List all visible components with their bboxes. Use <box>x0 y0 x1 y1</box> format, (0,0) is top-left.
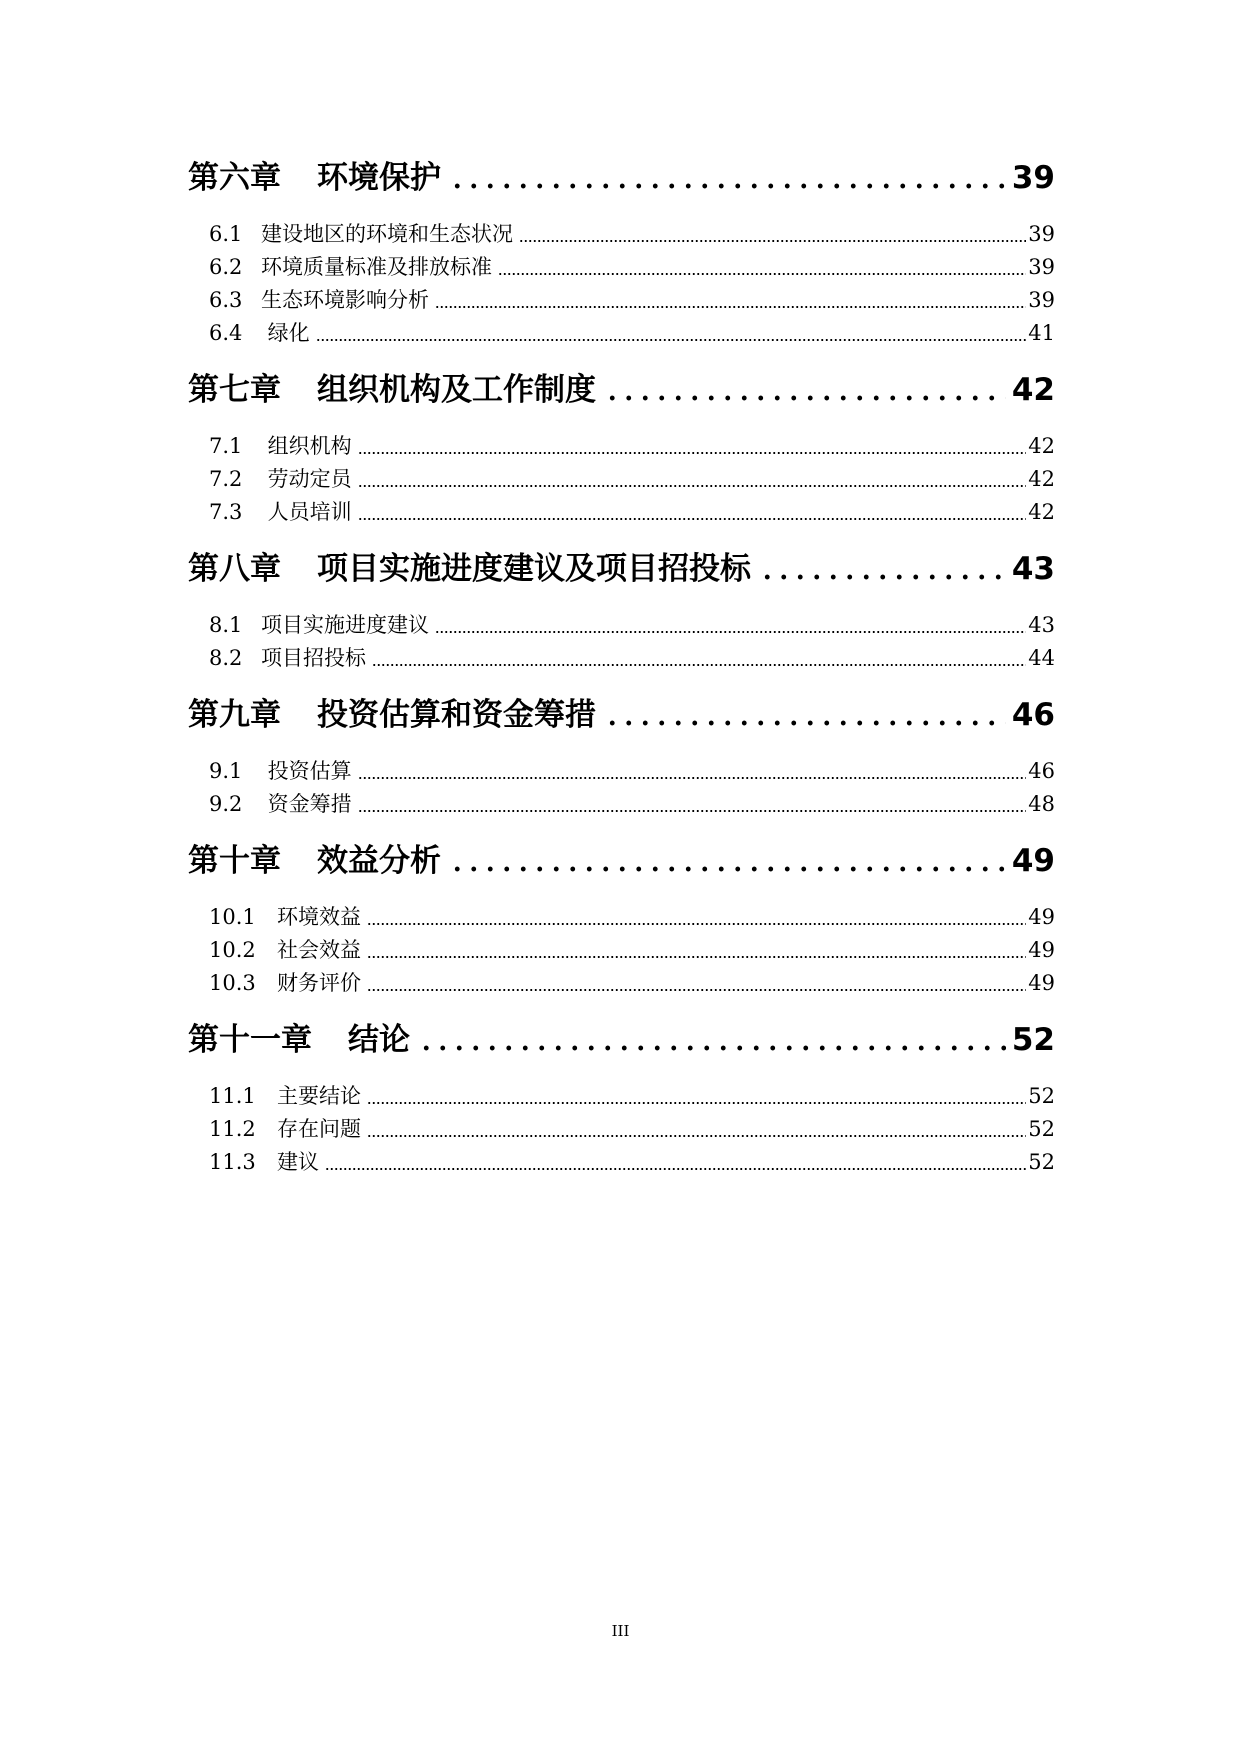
section-entry[interactable] <box>188 967 1055 1000</box>
section-number: 11.1 <box>209 1084 256 1108</box>
chapter-number: 第七章 <box>188 372 281 408</box>
section-list <box>188 218 1055 350</box>
section-page-number: 49 <box>1028 938 1055 962</box>
chapter-entry[interactable] <box>188 841 1055 881</box>
dot-leader <box>316 338 1027 342</box>
chapter-group <box>188 695 1055 821</box>
section-list <box>188 755 1055 821</box>
dot-leader <box>367 988 1026 992</box>
dot-leader <box>372 663 1026 667</box>
section-list <box>188 430 1055 529</box>
section-title: 主要结论 <box>277 1084 361 1108</box>
section-page-number: 39 <box>1028 255 1055 279</box>
section-title: 劳动定员 <box>261 467 352 491</box>
dot-leader <box>358 776 1027 780</box>
section-entry[interactable] <box>188 463 1055 496</box>
section-page-number: 43 <box>1028 613 1055 637</box>
chapter-entry[interactable] <box>188 1020 1055 1060</box>
section-page-number: 48 <box>1028 792 1055 816</box>
dot-leader <box>604 394 1006 402</box>
section-number: 9.2 <box>209 792 243 816</box>
section-page-number: 44 <box>1028 646 1055 670</box>
dot-leader <box>519 239 1026 243</box>
section-entry[interactable] <box>188 755 1055 788</box>
section-number: 8.2 <box>209 646 243 670</box>
dot-leader <box>759 573 1006 581</box>
chapter-title: 组织机构及工作制度 <box>317 372 596 408</box>
chapter-number: 第十一章 <box>188 1022 312 1058</box>
section-title: 生态环境影响分析 <box>261 288 429 312</box>
section-number: 8.1 <box>209 613 243 637</box>
dot-leader <box>418 1044 1006 1052</box>
dot-leader <box>358 517 1027 521</box>
section-number: 10.1 <box>209 905 256 929</box>
dot-leader <box>367 922 1026 926</box>
section-entry[interactable] <box>188 1146 1055 1179</box>
section-page-number: 46 <box>1028 759 1055 783</box>
dot-leader <box>435 630 1026 634</box>
chapter-title: 项目实施进度建议及项目招投标 <box>317 551 751 587</box>
section-title: 环境效益 <box>277 905 361 929</box>
chapter-title: 结论 <box>348 1022 410 1058</box>
section-number: 6.1 <box>209 222 243 246</box>
chapter-number: 第六章 <box>188 160 281 196</box>
section-page-number: 52 <box>1028 1117 1055 1141</box>
section-page-number: 39 <box>1028 222 1055 246</box>
chapter-page-number: 42 <box>1011 372 1055 408</box>
section-title: 资金筹措 <box>261 792 352 816</box>
dot-leader <box>449 865 1006 873</box>
dot-leader <box>358 451 1027 455</box>
section-page-number: 39 <box>1028 288 1055 312</box>
dot-leader <box>358 809 1027 813</box>
dot-leader <box>604 719 1006 727</box>
section-page-number: 41 <box>1028 321 1055 345</box>
section-number: 11.3 <box>209 1150 256 1174</box>
section-page-number: 49 <box>1028 905 1055 929</box>
section-number: 7.2 <box>209 467 243 491</box>
section-entry[interactable] <box>188 317 1055 350</box>
chapter-group <box>188 370 1055 529</box>
section-entry[interactable] <box>188 609 1055 642</box>
dot-leader <box>449 182 1006 190</box>
section-page-number: 42 <box>1028 500 1055 524</box>
section-title: 人员培训 <box>261 500 352 524</box>
chapter-group <box>188 1020 1055 1179</box>
dot-leader <box>498 272 1026 276</box>
chapter-entry[interactable] <box>188 549 1055 589</box>
chapter-group <box>188 841 1055 1000</box>
section-entry[interactable] <box>188 496 1055 529</box>
section-title: 项目招投标 <box>261 646 366 670</box>
section-title: 环境质量标准及排放标准 <box>261 255 492 279</box>
section-entry[interactable] <box>188 642 1055 675</box>
section-list <box>188 1080 1055 1179</box>
section-title: 存在问题 <box>277 1117 361 1141</box>
chapter-entry[interactable] <box>188 695 1055 735</box>
page-number: III <box>611 1622 630 1640</box>
section-number: 6.2 <box>209 255 243 279</box>
chapter-page-number: 52 <box>1011 1022 1055 1058</box>
chapter-page-number: 43 <box>1011 551 1055 587</box>
section-page-number: 52 <box>1028 1084 1055 1108</box>
section-entry[interactable] <box>188 1113 1055 1146</box>
section-entry[interactable] <box>188 251 1055 284</box>
chapter-number: 第九章 <box>188 697 281 733</box>
chapter-group <box>188 549 1055 675</box>
chapter-page-number: 46 <box>1011 697 1055 733</box>
section-entry[interactable] <box>188 934 1055 967</box>
section-page-number: 42 <box>1028 434 1055 458</box>
section-title: 财务评价 <box>277 971 361 995</box>
section-list <box>188 901 1055 1000</box>
section-page-number: 52 <box>1028 1150 1055 1174</box>
section-page-number: 49 <box>1028 971 1055 995</box>
dot-leader <box>358 484 1027 488</box>
dot-leader <box>325 1167 1026 1171</box>
section-entry[interactable] <box>188 284 1055 317</box>
dot-leader <box>367 1101 1026 1105</box>
section-number: 10.3 <box>209 971 256 995</box>
section-number: 7.1 <box>209 434 243 458</box>
section-number: 10.2 <box>209 938 256 962</box>
section-number: 6.4 <box>209 321 243 345</box>
section-title: 社会效益 <box>277 938 361 962</box>
section-page-number: 42 <box>1028 467 1055 491</box>
dot-leader <box>367 955 1026 959</box>
section-entry[interactable] <box>188 1080 1055 1113</box>
section-title: 投资估算 <box>261 759 352 783</box>
chapter-page-number: 39 <box>1011 160 1055 196</box>
table-of-contents <box>188 158 1055 1199</box>
chapter-number: 第八章 <box>188 551 281 587</box>
section-number: 6.3 <box>209 288 243 312</box>
section-list <box>188 609 1055 675</box>
dot-leader <box>435 305 1026 309</box>
section-entry[interactable] <box>188 430 1055 463</box>
section-entry[interactable] <box>188 901 1055 934</box>
chapter-entry[interactable] <box>188 370 1055 410</box>
dot-leader <box>367 1134 1026 1138</box>
chapter-group <box>188 158 1055 350</box>
section-title: 建设地区的环境和生态状况 <box>261 222 513 246</box>
section-number: 9.1 <box>209 759 243 783</box>
section-number: 7.3 <box>209 500 243 524</box>
section-title: 项目实施进度建议 <box>261 613 429 637</box>
section-entry[interactable] <box>188 788 1055 821</box>
chapter-title: 环境保护 <box>317 160 441 196</box>
chapter-page-number: 49 <box>1011 843 1055 879</box>
section-title: 组织机构 <box>261 434 352 458</box>
chapter-title: 效益分析 <box>317 843 441 879</box>
chapter-title: 投资估算和资金筹措 <box>317 697 596 733</box>
section-title: 绿化 <box>261 321 310 345</box>
chapter-number: 第十章 <box>188 843 281 879</box>
section-entry[interactable] <box>188 218 1055 251</box>
chapter-entry[interactable] <box>188 158 1055 198</box>
section-number: 11.2 <box>209 1117 256 1141</box>
section-title: 建议 <box>277 1150 319 1174</box>
